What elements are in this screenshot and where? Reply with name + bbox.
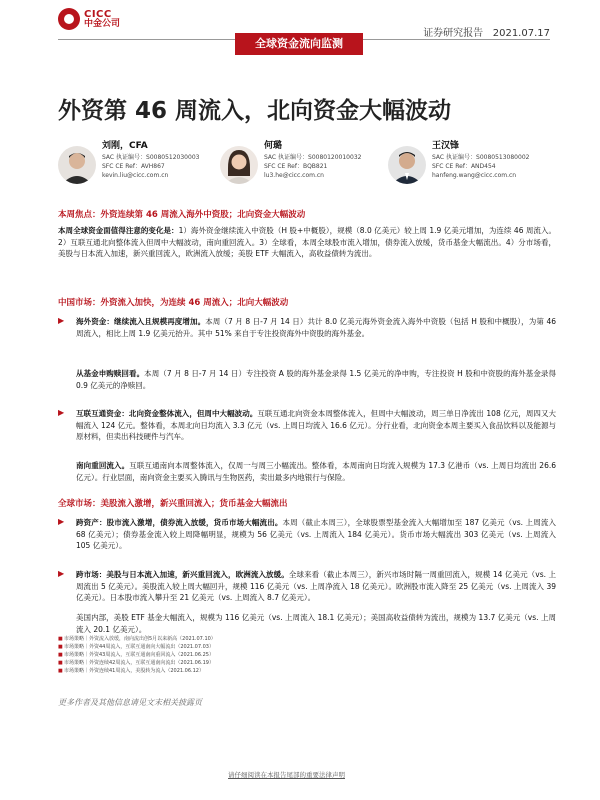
- focus-text: 1）海外资金继续流入中资股（H 股+中概股），规模（8.0 亿美元）较上周 1.9 亿美元增加，为连续 46 周流入。2）互联互通北向整体流入但周中大幅波动，南向重回流入。3）全球看，本周全球股市流入增加，债券流入放缓，货币基金大幅流出。4）分市场看，美股与日本流入加速，新兴重回流入，欧洲流入放缓；美股 ETF 大幅流入，高收益债转为流出。: [58, 226, 556, 258]
- reference-text: 市场策略｜外资流入放缓，南向流出创5月以来新高（2021.07.10）: [64, 636, 216, 642]
- south-paragraph: [76, 460, 556, 483]
- legal-notice-link[interactable]: 请仔细阅读在本报告尾部的重要法律声明: [228, 771, 345, 779]
- bullet-square-icon: ■: [58, 644, 63, 650]
- market-text: 全球来看（截止本周三），新兴市场时隔一周重回流入，规模 14 亿美元（vs. 上周流出 5 亿美元）。美股流入较上周大幅回升，规模 116 亿美元（vs. 上周净流入 18 亿美元）。欧洲股市流入降至 25 亿美元（vs. 上周流入 39 亿美元）。日本股市流入攀升至 21 亿美元（vs. 上周流入 8.7 亿美元）。: [76, 570, 556, 602]
- report-meta: [423, 24, 550, 39]
- china-heading: 中国市场：外资流入加快，为连续 46 周流入；北向大幅波动: [58, 298, 289, 308]
- page-title: 外资第 46 周流入，北向资金大幅波动: [58, 98, 452, 124]
- global-heading: 全球市场：美股流入激增，新兴重回流入；货币基金大幅流出: [58, 499, 288, 509]
- us-paragraph: 美国内部，美股 ETF 基金大幅流入，规模为 116 亿美元（vs. 上周流入 18.1 亿美元）；美国高收益债转为流出，规模为 13.7 亿美元（vs. 上周流入 20.1 亿美元）。: [76, 613, 556, 634]
- bullet-triangle-icon: ▶: [58, 517, 65, 526]
- focus-heading: 本周焦点：外资连续第 46 周流入海外中资股；北向资金大幅波动: [58, 210, 306, 220]
- overseas-text: 本周（7 月 8 日-7 月 14 日）共计 8.0 亿美元海外资金流入海外中资股（包括 H 股和中概股），为第 46 周流入，相比上周 1.9 亿美元抬升。其中 51% 来自于专注投资海外中资股的海外基金。: [76, 317, 556, 338]
- avatar: [58, 146, 96, 184]
- south-lead: 南向重回流入。: [76, 461, 130, 470]
- section-tag: 全球资金流向监测: [235, 33, 363, 55]
- north-text: 互联互通北向资金本周整体流入，但周中大幅波动，周三单日净流出 108 亿元，周四又大幅流入 124 亿元。整体看，本周北向日均流入 3.3 亿元（vs. 上周日均流入 16.6 亿元）。分行业看，北向资金本周主要买入食品饮料以及能源与原材料，但卖出科技硬件与汽车。: [76, 409, 556, 441]
- more-authors-note: 更多作者及其他信息请见文末相关披露页: [58, 698, 202, 707]
- cicc-logo-icon: [58, 8, 80, 30]
- author-email[interactable]: hanfeng.wang@cicc.com.cn: [432, 172, 517, 179]
- author-sac: SAC 执证编号：S0080512030003: [102, 154, 200, 161]
- author-sfc: SFC CE Ref：AVH867: [102, 163, 165, 170]
- logo-cn: 中金公司: [84, 18, 121, 29]
- south-text: 互联互通南向本周整体流入，仅周一与周三小幅流出。整体看，本周南向日均流入规模为 17.3 亿港币（vs. 上周日均流出 26.6 亿元）。行业层面，南向资金主要买入腾讯与生物医药，卖出最多内地银行与保险。: [76, 461, 557, 482]
- market-lead: 跨市场：美股与日本流入加速，新兴重回流入，欧洲流入放缓。: [76, 570, 289, 579]
- bullet-square-icon: ■: [58, 660, 63, 666]
- fund-lead: 从基金申购赎回看。: [76, 369, 145, 378]
- list-item[interactable]: [58, 659, 358, 667]
- reference-list: [58, 635, 358, 675]
- bullet-triangle-icon: ▶: [58, 316, 65, 325]
- asset-lead: 跨资产：股市流入激增，债券流入放缓，货币市场大幅流出。: [76, 518, 283, 527]
- list-item[interactable]: [58, 643, 358, 651]
- bullet-square-icon: ■: [58, 636, 63, 642]
- list-item[interactable]: [58, 667, 358, 675]
- reference-text: 市场策略｜外资连续41周流入，美股转为流入（2021.06.12）: [64, 668, 204, 674]
- author-name: 何璐: [264, 141, 283, 151]
- list-item[interactable]: [58, 651, 358, 659]
- market-paragraph: [76, 569, 556, 604]
- avatar: [388, 146, 426, 184]
- author-sfc: SFC CE Ref：BQB821: [264, 163, 328, 170]
- reference-text: 市场策略｜外资44周流入，互联互通南向大幅流出（2021.07.03）: [64, 644, 214, 650]
- reference-text: 市场策略｜外资连续42周流入，互联互通南向流出（2021.06.19）: [64, 660, 214, 666]
- author-name: 刘刚，CFA: [102, 141, 148, 151]
- asset-text: 本周（截止本周三），全球股票型基金流入大幅增加至 187 亿美元（vs. 上周流入 68 亿美元）；债券基金流入较上周降幅明显，规模为 56 亿美元（vs. 上周流入 184 亿美元）。货币市场大幅流出 303 亿美元（vs. 上周流入 105 亿美元）。: [76, 518, 557, 550]
- cicc-logo: [58, 8, 120, 30]
- bullet-square-icon: ■: [58, 668, 63, 674]
- bullet-triangle-icon: ▶: [58, 569, 65, 578]
- avatar: [220, 146, 258, 184]
- report-date: 2021.07.17: [492, 28, 550, 39]
- bullet-triangle-icon: ▶: [58, 408, 65, 417]
- author-name: 王汉锋: [432, 141, 460, 151]
- author-email[interactable]: kevin.liu@cicc.com.cn: [102, 172, 169, 179]
- author-sfc: SFC CE Ref：AND454: [432, 163, 496, 170]
- author-sac: SAC 执证编号：S0080120010032: [264, 154, 362, 161]
- overseas-lead: 海外资金：继续流入且规模再度增加。: [76, 317, 206, 326]
- north-lead: 互联互通资金：北向资金整体流入，但周中大幅波动。: [76, 409, 258, 418]
- focus-lead: 本周全球资金面值得注意的变化是：: [58, 226, 179, 235]
- author-email[interactable]: lu3.he@cicc.com.cn: [264, 172, 324, 179]
- logo-en: CICC: [84, 8, 112, 20]
- bullet-square-icon: ■: [58, 652, 63, 658]
- focus-paragraph: [58, 225, 556, 260]
- list-item[interactable]: [58, 635, 358, 643]
- fund-text: 本周（7 月 8 日-7 月 14 日）专注投资 A 股的海外基金录得 1.5 亿美元的净申购，专注投资 H 股和中资股的海外基金录得 0.9 亿美元的净赎回。: [76, 369, 556, 390]
- report-type: 证券研究报告: [423, 28, 484, 39]
- overseas-paragraph: [76, 316, 556, 339]
- reference-text: 市场策略｜外资43周流入，互联互通南向重回流入（2021.06.25）: [64, 652, 214, 658]
- author-sac: SAC 执证编号：S0080513080002: [432, 154, 530, 161]
- fund-paragraph: [76, 368, 556, 391]
- north-paragraph: [76, 408, 556, 443]
- asset-paragraph: [76, 517, 556, 552]
